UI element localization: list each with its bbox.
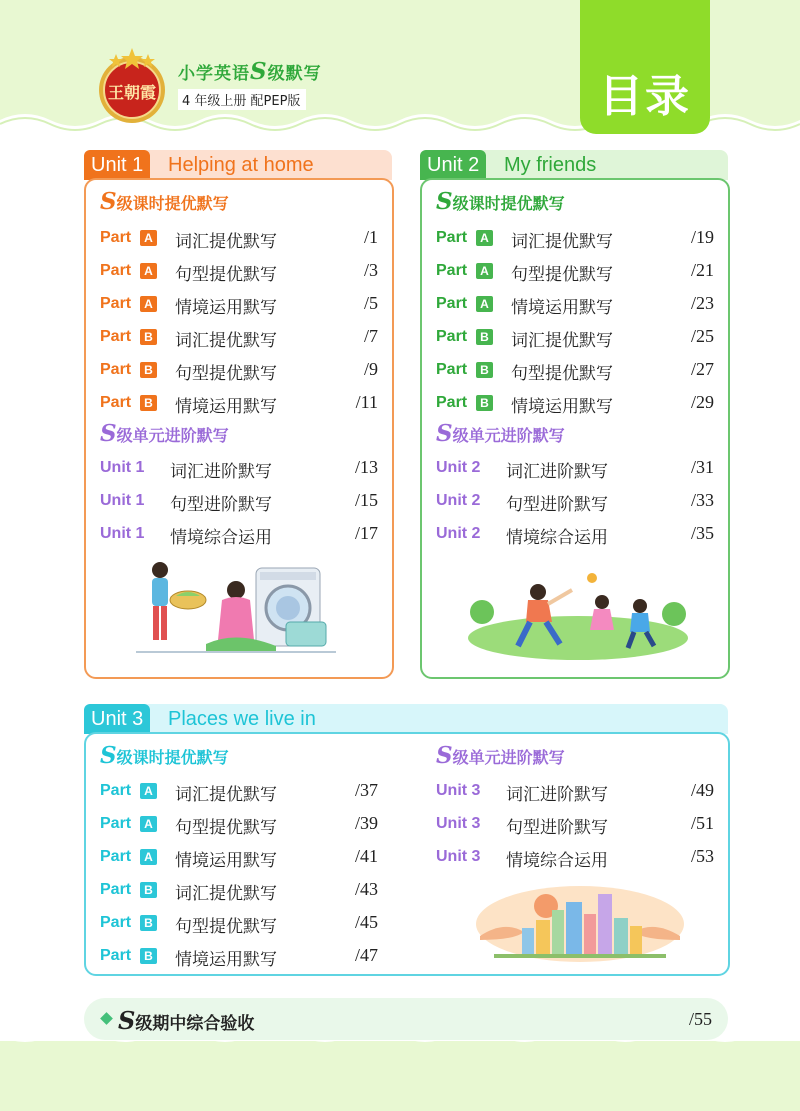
toc-entry[interactable]: Part B 词汇提优默写 /43 [100, 879, 378, 904]
unit-3-card [84, 732, 730, 976]
toc-entry[interactable]: Part A 句型提优默写 /3 [100, 260, 378, 285]
midterm-review-page: /55 [688, 1009, 712, 1029]
toc-entry[interactable]: Unit 2 情境综合运用 /35 [436, 523, 714, 548]
toc-entry[interactable]: Part B 句型提优默写 /45 [100, 912, 378, 937]
unit-3-title: Places we live in [168, 708, 316, 730]
book-title: 小学英语S级默写 [178, 58, 322, 85]
unit-3-tag: Unit 3 [84, 704, 150, 734]
unit-3-advanced-section-heading: S级单元进阶默写 [436, 742, 565, 769]
unit-2-card [420, 178, 730, 679]
unit-1-tag: Unit 1 [84, 150, 150, 180]
unit-1-card [84, 178, 394, 679]
toc-entry[interactable]: Part B 情境运用默写 /29 [436, 392, 714, 417]
unit-2-title: My friends [504, 154, 597, 176]
toc-entry[interactable]: Part A 句型提优默写 /21 [436, 260, 714, 285]
toc-entry[interactable]: Part B 词汇提优默写 /25 [436, 326, 714, 351]
unit-2-advanced-section-heading: S级单元进阶默写 [436, 420, 565, 447]
unit-2-tag: Unit 2 [420, 150, 486, 180]
unit-1-advanced-section-heading: S级单元进阶默写 [100, 420, 229, 447]
unit-3-lesson-section-heading: S级课时提优默写 [100, 742, 229, 769]
city-skyline-illustration [474, 880, 686, 962]
toc-entry[interactable]: Part A 词汇提优默写 /1 [100, 227, 378, 252]
unit-1-lesson-section-heading: S级课时提优默写 [100, 188, 229, 215]
toc-tab [580, 0, 710, 134]
kids-playing-ball-illustration [468, 572, 688, 662]
toc-entry[interactable]: Unit 3 句型进阶默写 /51 [436, 813, 714, 838]
toc-title: 目录 [599, 71, 691, 122]
svg-text:王朝霞: 王朝霞 [107, 83, 157, 102]
toc-entry[interactable]: Unit 3 情境综合运用 /53 [436, 846, 714, 871]
toc-entry[interactable]: Part A 词汇提优默写 /19 [436, 227, 714, 252]
toc-entry[interactable]: Part B 句型提优默写 /27 [436, 359, 714, 384]
unit-3-header [84, 704, 728, 734]
toc-entry[interactable]: Unit 2 词汇进阶默写 /31 [436, 457, 714, 482]
midterm-review-label: S级期中综合验收 [118, 1006, 255, 1035]
unit-1-title: Helping at home [168, 154, 314, 176]
toc-entry[interactable]: Part B 词汇提优默写 /7 [100, 326, 378, 351]
grade-edition: 4 年级上册 配PEP版 [178, 89, 306, 110]
toc-entry[interactable]: Unit 1 情境综合运用 /17 [100, 523, 378, 548]
toc-entry[interactable]: Part A 词汇提优默写 /37 [100, 780, 378, 805]
wang-chaoxia-logo-icon [96, 46, 168, 126]
unit-2-header [420, 150, 728, 180]
midterm-review-entry[interactable] [84, 998, 728, 1040]
unit-2-lesson-section-heading: S级课时提优默写 [436, 188, 565, 215]
toc-entry[interactable]: Unit 1 词汇进阶默写 /13 [100, 457, 378, 482]
laundry-scene-illustration [136, 560, 336, 660]
toc-entry[interactable]: Unit 3 词汇进阶默写 /49 [436, 780, 714, 805]
toc-entry[interactable]: Part B 情境运用默写 /47 [100, 945, 378, 970]
toc-entry[interactable]: Part A 情境运用默写 /23 [436, 293, 714, 318]
toc-entry[interactable]: Unit 1 句型进阶默写 /15 [100, 490, 378, 515]
toc-entry[interactable]: Part A 句型提优默写 /39 [100, 813, 378, 838]
toc-entry[interactable]: Part B 句型提优默写 /9 [100, 359, 378, 384]
toc-entry[interactable]: Part A 情境运用默写 /41 [100, 846, 378, 871]
toc-entry[interactable]: Part A 情境运用默写 /5 [100, 293, 378, 318]
toc-entry[interactable]: Unit 2 句型进阶默写 /33 [436, 490, 714, 515]
toc-entry[interactable]: Part B 情境运用默写 /11 [100, 392, 378, 417]
diamond-bullet-icon [100, 1012, 113, 1025]
unit-1-header [84, 150, 392, 180]
